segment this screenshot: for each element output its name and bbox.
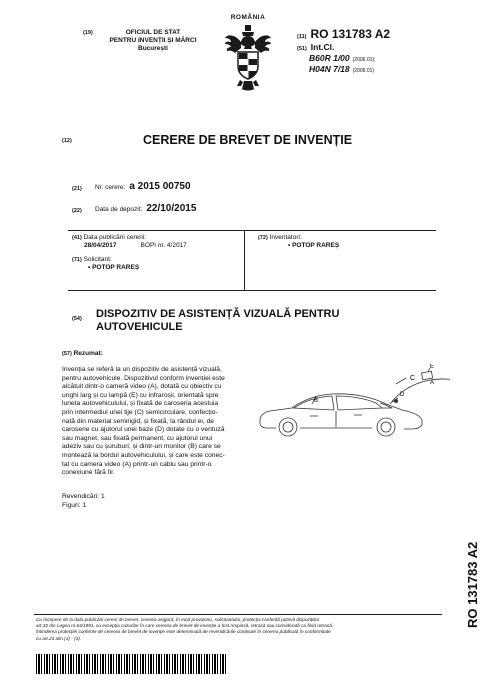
document-barcode (36, 654, 226, 674)
app-date-label: Data de depozit: (95, 206, 143, 213)
notice-line: art.32 din Legea nr.64/1991, cu excepția cazurilor în care cererea de brevet de invenție a fost respinsă, retrasă sau considerată ca fiind retrasă. (36, 623, 334, 629)
pub-date-code: (41) (72, 235, 82, 241)
camera-base-mark (394, 399, 398, 403)
publication-date: 28/04/2017 (84, 242, 117, 249)
figure-label-d: D (400, 392, 405, 398)
app-date-code: (22) (72, 208, 82, 214)
figure-label-c: C (410, 375, 416, 382)
abstract-line: tat cu camera video (A) printr-un cablu sau printr-o (62, 460, 212, 468)
inventors-label: Inventatori: (269, 234, 302, 241)
invention-title-line2: AUTOVEHICULE (96, 321, 183, 333)
abstract-line: nată din material semirigid, și fixată, la rândul ei, de (62, 417, 215, 425)
country-name: ROMÂNIA (230, 14, 266, 21)
abstract-label: Rezumat: (73, 350, 103, 357)
claims-figures (62, 492, 105, 510)
inventors-block (258, 234, 339, 249)
abstract-line: adeziv sau cu șuruburi, și dintr-un monitor (B) care se (62, 443, 221, 451)
ipc-class-2-date: (2006.01) (352, 68, 375, 74)
filing-date-row (95, 203, 196, 214)
applicant-block (72, 256, 139, 271)
office-line3: București (138, 45, 168, 52)
abstract-line: pentru autovehicule. Dispozitivul conform invenției este (62, 374, 225, 382)
office-block (83, 29, 213, 53)
invention-title-line1: DISPOZITIV DE ASISTENȚĂ VIZUALĂ PENTRU (96, 308, 340, 320)
abstract-line: unghi larg și cu lampă (E) cu infraroșii, orientată spre (62, 391, 219, 399)
abstract-line: luneta autovehiculului, și fixată de caroseria acestuia (62, 400, 219, 408)
box-bottom-rule (68, 290, 436, 291)
invention-title (96, 308, 339, 334)
abstract-heading (62, 350, 103, 357)
side-publication-number: RO 131783 A2 (465, 541, 480, 628)
pub-date-label: Data publicării cererii: (83, 234, 147, 241)
figure-label-b: B (314, 398, 319, 404)
notice-line: Cu începere de la data publicării cererii de brevet, cererea asigură, în mod provizoriu, solicitantului, protecția conferită potrivit dispozițiilor (36, 617, 320, 622)
applicant-label: Solicitant: (83, 256, 112, 263)
box-top-rule (68, 230, 436, 231)
inventors-code: (72) (258, 235, 268, 241)
intcl-label: Int.Cl. (310, 42, 335, 52)
notice-top-rule (34, 614, 442, 615)
invention-title-code: (54) (72, 316, 82, 322)
claims-count: Revendicări: 1 (62, 493, 105, 500)
abstract-line: alcătuit dintr-o cameră video (A), dotată cu obiectiv cu (62, 383, 222, 391)
pubnum-code: (11) (297, 34, 307, 40)
publication-date-block (72, 234, 187, 249)
application-number-row (95, 181, 191, 192)
office-line1: OFICIUL DE STAT (125, 29, 181, 36)
publication-number: RO 131783 A2 (310, 27, 391, 41)
abstract-line: montează la bordul autovehiculului, și care este conec- (62, 451, 225, 459)
ipc-class-2: H04N 7/18 (309, 64, 350, 74)
inventor-name: • POTOP RAREȘ (288, 242, 340, 249)
abstract-line: Invenția se referă la un dispozitiv de asistență vizuală, (62, 366, 222, 373)
figure-label-a: A (430, 380, 435, 386)
bopi-number: BOPI nr. 4/2017 (140, 242, 187, 249)
coat-of-arms-icon (224, 24, 272, 94)
office-line2: PENTRU INVENȚII ȘI MĂRCI (109, 37, 197, 44)
figures-count: Figuri: 1 (62, 502, 87, 509)
intcl-code: (51) (297, 46, 307, 52)
figure-label-e: E (430, 364, 435, 370)
abstract-line: conexiune fără fir. (62, 469, 115, 477)
application-number: a 2015 00750 (129, 181, 191, 192)
applicant-name: • POTOP RAREȘ (88, 264, 140, 271)
app-num-label: Nr. cerere: (95, 184, 126, 191)
abstract-line: sau magnet, sau fixată permanent, cu ajutorul unui (62, 434, 213, 442)
notice-line: cu art.23 alin.(1) - (3). (36, 635, 82, 641)
abstract-line: prin intermediul unei tije (C) semicirculare, confecțio- (62, 408, 218, 416)
notice-line: Întinderea protecției conferite de cererea de brevet de invenție este determinată de revendicările conținute în cererea publicată în conformitate (36, 629, 331, 635)
abstract-line: caroserie cu ajutorul unei baze (D) dotate cu o ventuză (62, 426, 225, 434)
car-figure-drawing (250, 364, 450, 464)
applicant-code: (71) (72, 257, 82, 263)
app-num-code: (21) (72, 186, 82, 192)
document-title: CERERE DE BREVET DE INVENȚIE (143, 133, 353, 147)
ipc-class-1-date: (2006.01); (352, 57, 376, 63)
ipc-class-1: B60R 1/00 (309, 53, 350, 63)
box-divider (244, 230, 245, 290)
legal-notice (36, 617, 442, 642)
title-code: (12) (62, 138, 72, 144)
filing-date: 22/10/2015 (146, 203, 197, 214)
office-code: (19) (83, 30, 93, 36)
publication-id-block (297, 27, 477, 74)
abstract-text (62, 366, 240, 478)
abstract-code: (57) (62, 351, 72, 357)
